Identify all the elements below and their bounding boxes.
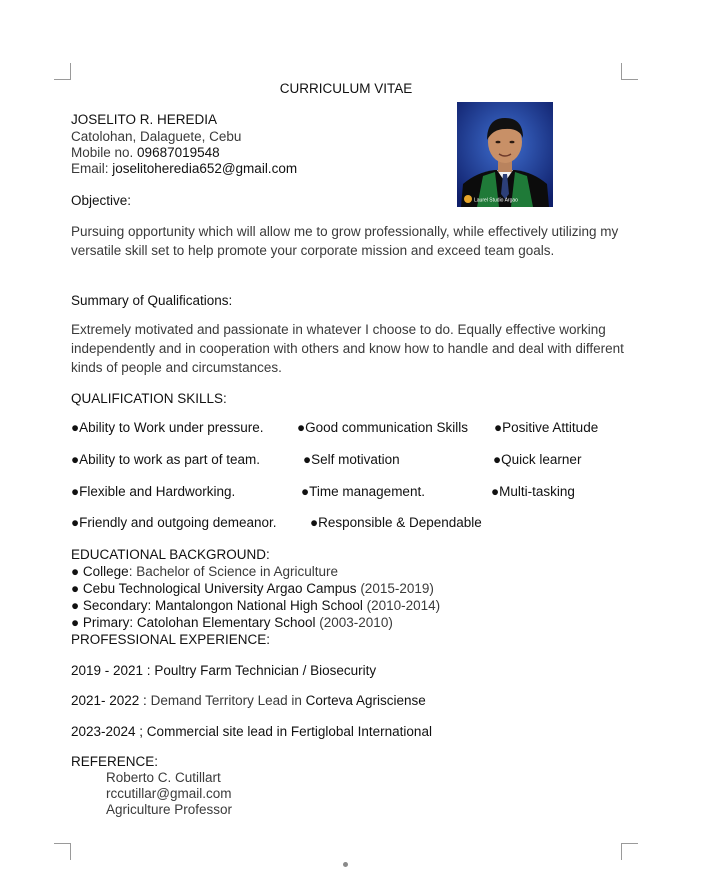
objective-text: Pursuing opportunity which will allow me to grow professionally, while effectively utilizing my versatile skill set to help promote your corporate mission and exceed team goals.	[71, 224, 619, 258]
address: Catolohan, Dalaguete, Cebu	[71, 129, 242, 144]
email-line	[71, 160, 297, 177]
skill-item: ●Self motivation	[303, 452, 400, 467]
education-heading: EDUCATIONAL BACKGROUND:	[71, 547, 270, 562]
reference-position: Agriculture Professor	[106, 802, 233, 817]
skill-item: ●Multi-tasking	[491, 484, 575, 499]
document-title: CURRICULUM VITAE	[279, 81, 413, 96]
mobile-number: 09687019548	[137, 145, 220, 160]
education-item-label: ● College	[71, 564, 129, 579]
education-item-label: ● Secondary: Mantalongon National High School	[71, 598, 363, 613]
reference-name: Roberto C. Cutillart	[106, 770, 221, 785]
page-indicator-dot	[343, 862, 348, 867]
experience-company: Corteva Agrisciense	[305, 693, 426, 708]
skill-item: ●Good communication Skills	[297, 420, 468, 435]
education-item-label: ● Primary: Catolohan Elementary School	[71, 615, 316, 630]
experience-item	[71, 662, 376, 679]
experience-item	[71, 723, 432, 740]
page-corner-mark	[54, 63, 71, 80]
page-corner-mark	[621, 63, 638, 80]
education-item	[71, 580, 434, 597]
skill-item: ●Time management.	[301, 484, 425, 499]
experience-lead: 2019 - 2021 : Poultry Farm Technician / Biosecurity	[71, 663, 377, 678]
education-item-detail: (2003-2010)	[315, 615, 393, 630]
education-item-label: ● Cebu Technological University Argao Campus	[71, 581, 357, 596]
reference-email: rccutillar@gmail.com	[106, 786, 232, 801]
skills-heading: QUALIFICATION SKILLS:	[71, 391, 227, 406]
experience-item	[71, 692, 426, 709]
applicant-name: JOSELITO R. HEREDIA	[71, 112, 218, 127]
education-item	[71, 597, 440, 614]
mobile-label: Mobile no.	[71, 145, 138, 160]
education-item-detail: : Bachelor of Science in Agriculture	[128, 564, 339, 579]
email-label: Email:	[71, 161, 113, 176]
graduation-photo	[457, 102, 553, 207]
skill-item: ●Ability to work as part of team.	[71, 452, 260, 467]
education-item-detail: (2015-2019)	[356, 581, 434, 596]
experience-heading: PROFESSIONAL EXPERIENCE:	[71, 632, 271, 647]
skill-item: ●Responsible & Dependable	[310, 515, 482, 530]
experience-role: Demand Territory Lead in	[150, 693, 306, 708]
skill-item: ●Friendly and outgoing demeanor.	[71, 515, 277, 530]
summary-text: Extremely motivated and passionate in whatever I choose to do. Equally effective working independently and in cooperation with others and know how to handle and deal with different kinds of people and circumstances.	[71, 322, 624, 375]
experience-lead: 2021- 2022 :	[71, 693, 151, 708]
objective-heading: Objective:	[71, 193, 132, 208]
education-item	[71, 563, 338, 580]
skill-item: ●Flexible and Hardworking.	[71, 484, 236, 499]
skill-item: ●Ability to Work under pressure.	[71, 420, 264, 435]
mobile-line	[71, 144, 220, 161]
education-item-detail: (2010-2014)	[362, 598, 441, 613]
email-address: joselitoheredia652@gmail.com	[112, 161, 298, 176]
skill-item: ●Quick learner	[493, 452, 582, 467]
experience-lead: 2023-2024 ; Commercial site lead in Fertiglobal International	[71, 724, 432, 739]
education-item	[71, 614, 393, 631]
page-corner-mark	[621, 843, 638, 860]
summary-heading: Summary of Qualifications:	[71, 293, 233, 308]
reference-heading: REFERENCE:	[71, 754, 159, 769]
skill-item: ●Positive Attitude	[494, 420, 599, 435]
page-corner-mark	[54, 843, 71, 860]
photo-studio-caption: Laurel Studio Argao	[474, 197, 518, 204]
